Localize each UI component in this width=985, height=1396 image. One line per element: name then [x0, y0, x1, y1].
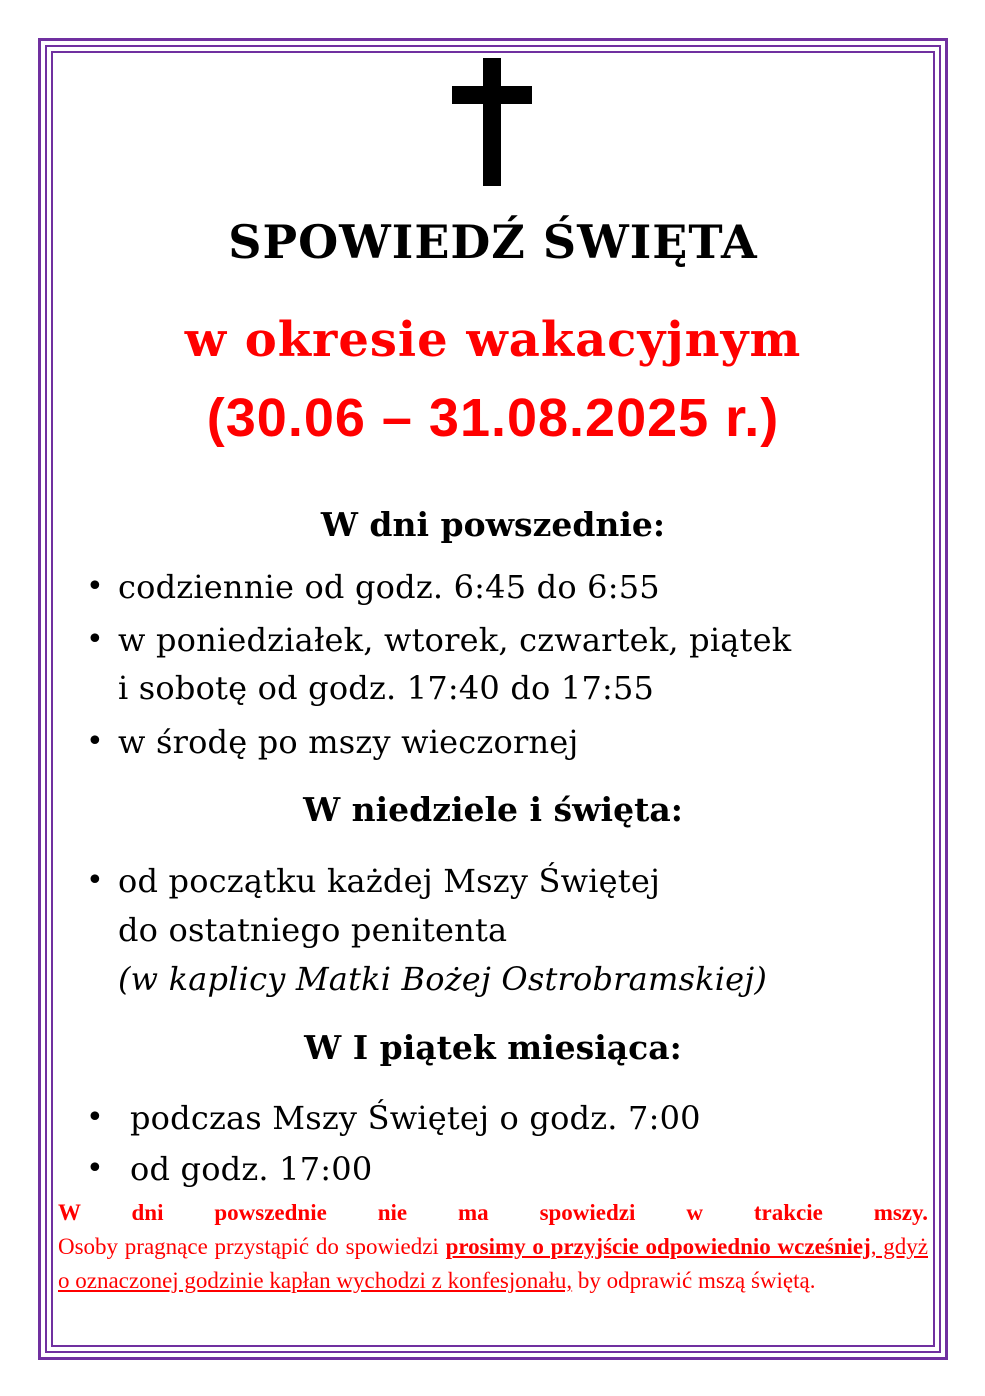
bullet-icon: • — [86, 863, 104, 898]
subtitle-dates: (30.06 – 31.08.2025 r.) — [206, 388, 780, 448]
bullet-icon: • — [86, 724, 104, 759]
notice-request: prosimy o przyjście odpowiednio wcześniej — [445, 1234, 871, 1259]
notice-part3: , gdyż o oznaczonej godzinie kapłan wychodzi z konfesjonału, — [58, 1234, 929, 1293]
sunday-item-end: do ostatniego penitenta — [118, 911, 508, 949]
bullet-icon: • — [86, 569, 104, 604]
sundays-heading: W niedziele i święta: — [303, 790, 683, 829]
bullet-icon: • — [86, 1100, 104, 1135]
cross-icon — [452, 58, 532, 186]
first-friday-item-evening: od godz. 17:00 — [130, 1150, 373, 1188]
subtitle-period: w okresie wakacyjnym — [184, 312, 802, 368]
first-friday-item-mass: podczas Mszy Świętej o godz. 7:00 — [130, 1099, 701, 1137]
notice-part1: Osoby pragnące przystąpić do spowiedzi — [58, 1234, 446, 1259]
first-friday-heading: W I piątek miesiąca: — [304, 1028, 682, 1067]
notice-bold-line: W dni powszednie nie ma spowiedzi w trakcie mszy. — [58, 1200, 928, 1225]
weekday-item-days: w poniedziałek, wtorek, czwartek, piątek — [118, 621, 792, 659]
notice-part4: by odprawić mszą świętą. — [572, 1268, 816, 1293]
bullet-icon: • — [86, 622, 104, 657]
sunday-item-location: (w kaplicy Matki Bożej Ostrobramskiej) — [118, 960, 768, 998]
sunday-item-start: od początku każdej Mszy Świętej — [118, 862, 661, 900]
weekday-item-wednesday: w środę po mszy wieczornej — [118, 723, 579, 761]
weekdays-heading: W dni powszednie: — [320, 505, 666, 544]
bullet-icon: • — [86, 1151, 104, 1186]
weekday-item-days-cont: i sobotę od godz. 17:40 do 17:55 — [118, 669, 655, 707]
weekday-item-daily: codziennie od godz. 6:45 do 6:55 — [118, 568, 660, 606]
notice-paragraph — [58, 1196, 928, 1298]
page-title: SPOWIEDŹ ŚWIĘTA — [228, 215, 758, 269]
